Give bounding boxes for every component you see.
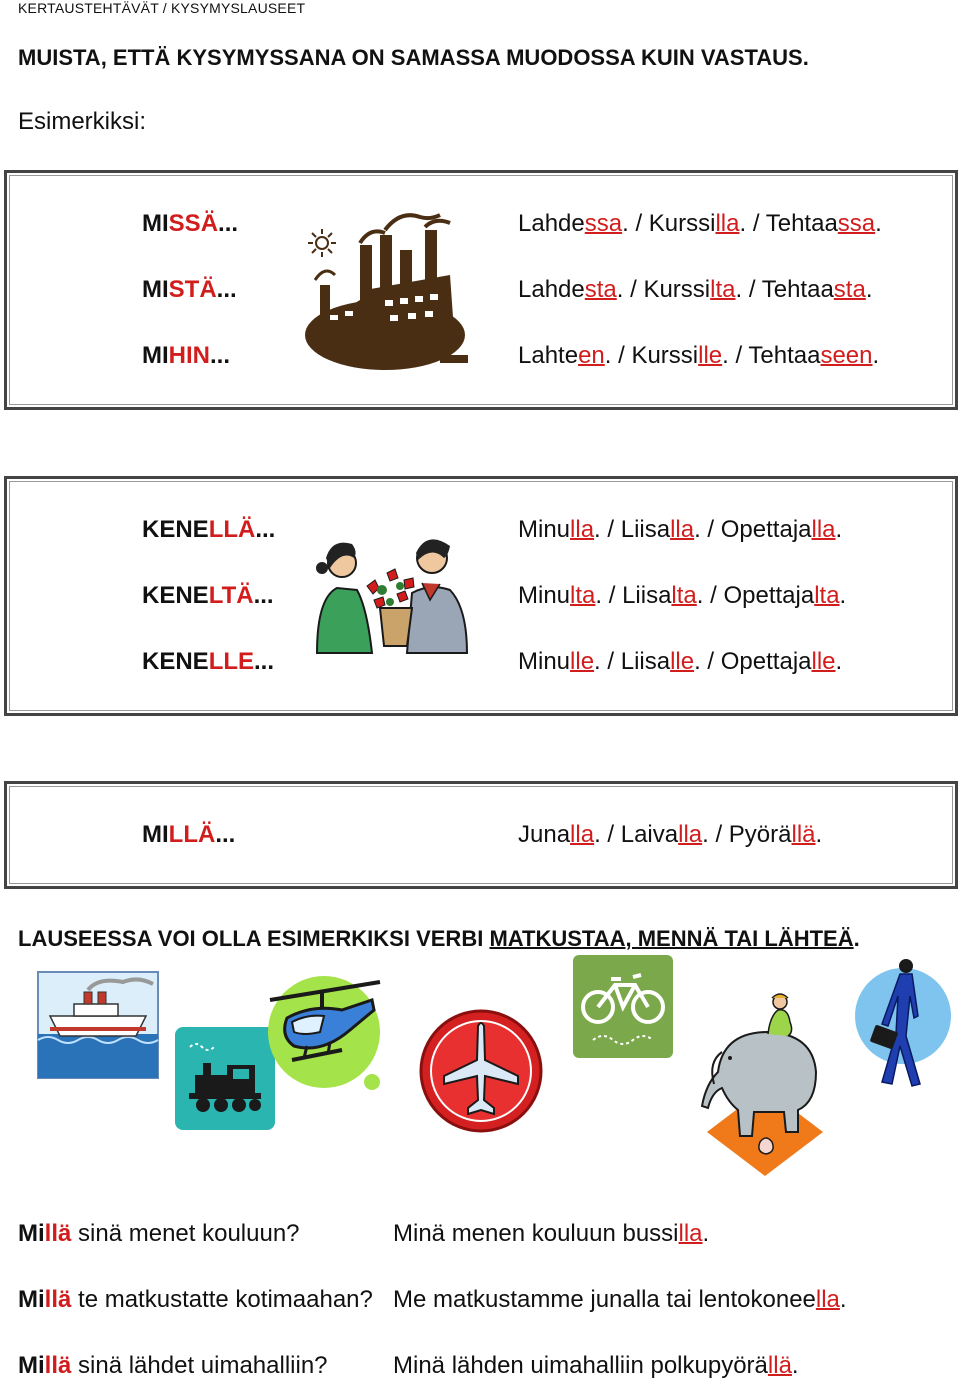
answer-row bbox=[518, 210, 882, 238]
sentence-question bbox=[18, 1352, 328, 1380]
question-ellipsis: ... bbox=[255, 516, 276, 543]
answer-row bbox=[518, 342, 879, 370]
answer-ending: seen bbox=[820, 342, 873, 369]
answer-row bbox=[518, 276, 872, 304]
question-stem: KENE bbox=[142, 648, 209, 675]
answer-ending: llä bbox=[767, 1352, 792, 1379]
question-word-ending: llä bbox=[44, 1286, 72, 1313]
question-ending: STÄ bbox=[168, 276, 217, 303]
answer-stem: Minu bbox=[518, 648, 571, 675]
answer-period: . bbox=[702, 1220, 710, 1247]
answer-stem: Pyörä bbox=[728, 821, 792, 848]
question-ending: LLÄ bbox=[208, 516, 256, 543]
answer-ending: lle bbox=[811, 648, 836, 675]
question-stem: KENE bbox=[142, 582, 209, 609]
answer-stem: Lahde bbox=[518, 210, 585, 237]
answer-separator: . / bbox=[722, 342, 749, 369]
answer-stem: Kurssi bbox=[643, 276, 711, 303]
answer-separator: . / bbox=[735, 276, 762, 303]
answer-separator: . / bbox=[594, 648, 621, 675]
answer-ending: lta bbox=[814, 582, 840, 609]
answer-stem: Liisa bbox=[620, 648, 671, 675]
answer-separator: . bbox=[865, 276, 873, 303]
question-word-start: Mi bbox=[18, 1220, 45, 1247]
answer-separator: . / bbox=[622, 210, 649, 237]
answer-ending: lle bbox=[670, 648, 695, 675]
question-ellipsis: ... bbox=[254, 648, 275, 675]
answer-stem: Me matkustamme junalla tai lentokonee bbox=[393, 1286, 816, 1313]
question-ellipsis: ... bbox=[218, 210, 239, 237]
question-ending: LTÄ bbox=[208, 582, 254, 609]
answer-stem: Liisa bbox=[620, 516, 671, 543]
answer-ending: lla bbox=[715, 210, 740, 237]
rule-heading: MUISTA, ETTÄ KYSYMYSSANA ON SAMASSA MUODOSSA KUIN VASTAUS. bbox=[18, 45, 809, 70]
question-rest: sinä menet kouluun? bbox=[71, 1220, 300, 1247]
factory-illustration bbox=[290, 205, 470, 375]
question-word bbox=[142, 342, 230, 370]
question-millä: MILLÄ... bbox=[142, 821, 236, 848]
question-ending: SSÄ bbox=[168, 210, 219, 237]
question-word bbox=[142, 516, 275, 544]
sentence-question bbox=[18, 1286, 373, 1314]
question-ellipsis: ... bbox=[216, 276, 237, 303]
answer-row bbox=[518, 582, 846, 610]
answer-period: . bbox=[839, 1286, 847, 1313]
train-icon bbox=[175, 1027, 275, 1130]
answer-stem: Laiva bbox=[620, 821, 679, 848]
question-stem: MI bbox=[142, 276, 169, 303]
page-header: KERTAUSTEHTÄVÄT / KYSYMYSLAUSEET bbox=[18, 0, 306, 16]
answer-separator: . bbox=[875, 210, 882, 237]
verb-note: LAUSEESSA VOI OLLA ESIMERKIKSI VERBI MATKUSTAA, MENNÄ TAI LÄHTEÄ. bbox=[18, 926, 860, 951]
answer-ending: lta bbox=[570, 582, 596, 609]
question-stem: MI bbox=[142, 342, 169, 369]
answer-ending: lla bbox=[811, 516, 836, 543]
question-word bbox=[142, 648, 274, 676]
question-word-start: Mi bbox=[18, 1286, 45, 1313]
question-ellipsis: ... bbox=[253, 582, 274, 609]
sentence-answer bbox=[393, 1220, 709, 1248]
answer-stem: Minu bbox=[518, 516, 571, 543]
answer-ending: lla bbox=[670, 516, 695, 543]
people-giving-flowers-illustration bbox=[312, 528, 472, 653]
answer-ending: lla bbox=[570, 821, 595, 848]
answer-stem: Lahte bbox=[518, 342, 579, 369]
answer-stem: Tehtaa bbox=[761, 276, 834, 303]
question-stem: MI bbox=[142, 210, 169, 237]
answer-separator: . bbox=[835, 648, 843, 675]
walking-man-icon bbox=[848, 956, 953, 1090]
answer-separator: . / bbox=[696, 582, 724, 609]
answer-ending: llä bbox=[791, 821, 816, 848]
answer-separator: . / bbox=[595, 582, 623, 609]
elephant-icon bbox=[698, 992, 833, 1178]
answer-stem: Minu bbox=[518, 582, 571, 609]
answer-separator: . / bbox=[694, 648, 721, 675]
answer-separator: . bbox=[872, 342, 880, 369]
answer-row bbox=[518, 516, 842, 544]
answer-stem: Kurssi bbox=[631, 342, 699, 369]
answer-row bbox=[518, 821, 822, 849]
answer-stem: Liisa bbox=[622, 582, 672, 609]
sentence-question bbox=[18, 1220, 300, 1248]
question-word-start: Mi bbox=[18, 1352, 45, 1379]
answer-period: . bbox=[791, 1352, 799, 1379]
answer-separator: . / bbox=[694, 516, 721, 543]
answer-ending: lta bbox=[671, 582, 697, 609]
question-stem: KENE bbox=[142, 516, 209, 543]
question-word bbox=[142, 276, 237, 304]
question-rest: te matkustatte kotimaahan? bbox=[71, 1286, 373, 1313]
answer-stem: Tehtaa bbox=[765, 210, 838, 237]
question-ending: LLE bbox=[208, 648, 255, 675]
answer-ending: sta bbox=[584, 276, 617, 303]
answer-separator: . / bbox=[604, 342, 632, 369]
answer-ending: lta bbox=[710, 276, 736, 303]
sentence-answer bbox=[393, 1286, 847, 1314]
answer-ending: ssa bbox=[584, 210, 623, 237]
answer-ending: lle bbox=[570, 648, 595, 675]
question-word bbox=[142, 210, 238, 238]
airplane-icon bbox=[418, 1008, 544, 1134]
answer-ending: lla bbox=[570, 516, 595, 543]
answer-ending: lla bbox=[815, 1286, 840, 1313]
answer-stem: Tehtaa bbox=[748, 342, 821, 369]
answer-stem: Minä lähden uimahalliin polkupyörä bbox=[393, 1352, 768, 1379]
answer-separator: . / bbox=[594, 516, 621, 543]
answer-separator: . bbox=[839, 582, 847, 609]
bicycle-icon bbox=[573, 955, 673, 1058]
answer-stem: Opettaja bbox=[720, 516, 812, 543]
question-rest: sinä lähdet uimahalliin? bbox=[71, 1352, 328, 1379]
answer-ending: lle bbox=[698, 342, 723, 369]
answer-stem: Opettaja bbox=[723, 582, 815, 609]
answer-separator: . / bbox=[702, 821, 729, 848]
answer-separator: . / bbox=[616, 276, 644, 303]
sentence-answer bbox=[393, 1352, 799, 1380]
answer-separator: . bbox=[815, 821, 823, 848]
answer-ending: en bbox=[578, 342, 605, 369]
helicopter-icon bbox=[262, 970, 387, 1095]
answer-stem: Lahde bbox=[518, 276, 585, 303]
question-word-ending: llä bbox=[44, 1352, 72, 1379]
question-word bbox=[142, 582, 274, 610]
answer-stem: Minä menen kouluun bussi bbox=[393, 1220, 679, 1247]
answer-ending: lla bbox=[678, 821, 703, 848]
example-label: Esimerkiksi: bbox=[18, 108, 147, 135]
answer-ending: ssa bbox=[837, 210, 876, 237]
answer-row bbox=[518, 648, 842, 676]
answer-separator: . / bbox=[594, 821, 621, 848]
answer-stem: Juna bbox=[518, 821, 571, 848]
answer-separator: . bbox=[835, 516, 843, 543]
answer-ending: sta bbox=[833, 276, 866, 303]
question-word-ending: llä bbox=[44, 1220, 72, 1247]
answer-stem: Kurssi bbox=[648, 210, 716, 237]
ship-icon bbox=[38, 972, 158, 1078]
question-ellipsis: ... bbox=[210, 342, 231, 369]
question-ending: HIN bbox=[168, 342, 211, 369]
answer-stem: Opettaja bbox=[720, 648, 812, 675]
answer-separator: . / bbox=[739, 210, 766, 237]
answer-ending: lla bbox=[678, 1220, 703, 1247]
